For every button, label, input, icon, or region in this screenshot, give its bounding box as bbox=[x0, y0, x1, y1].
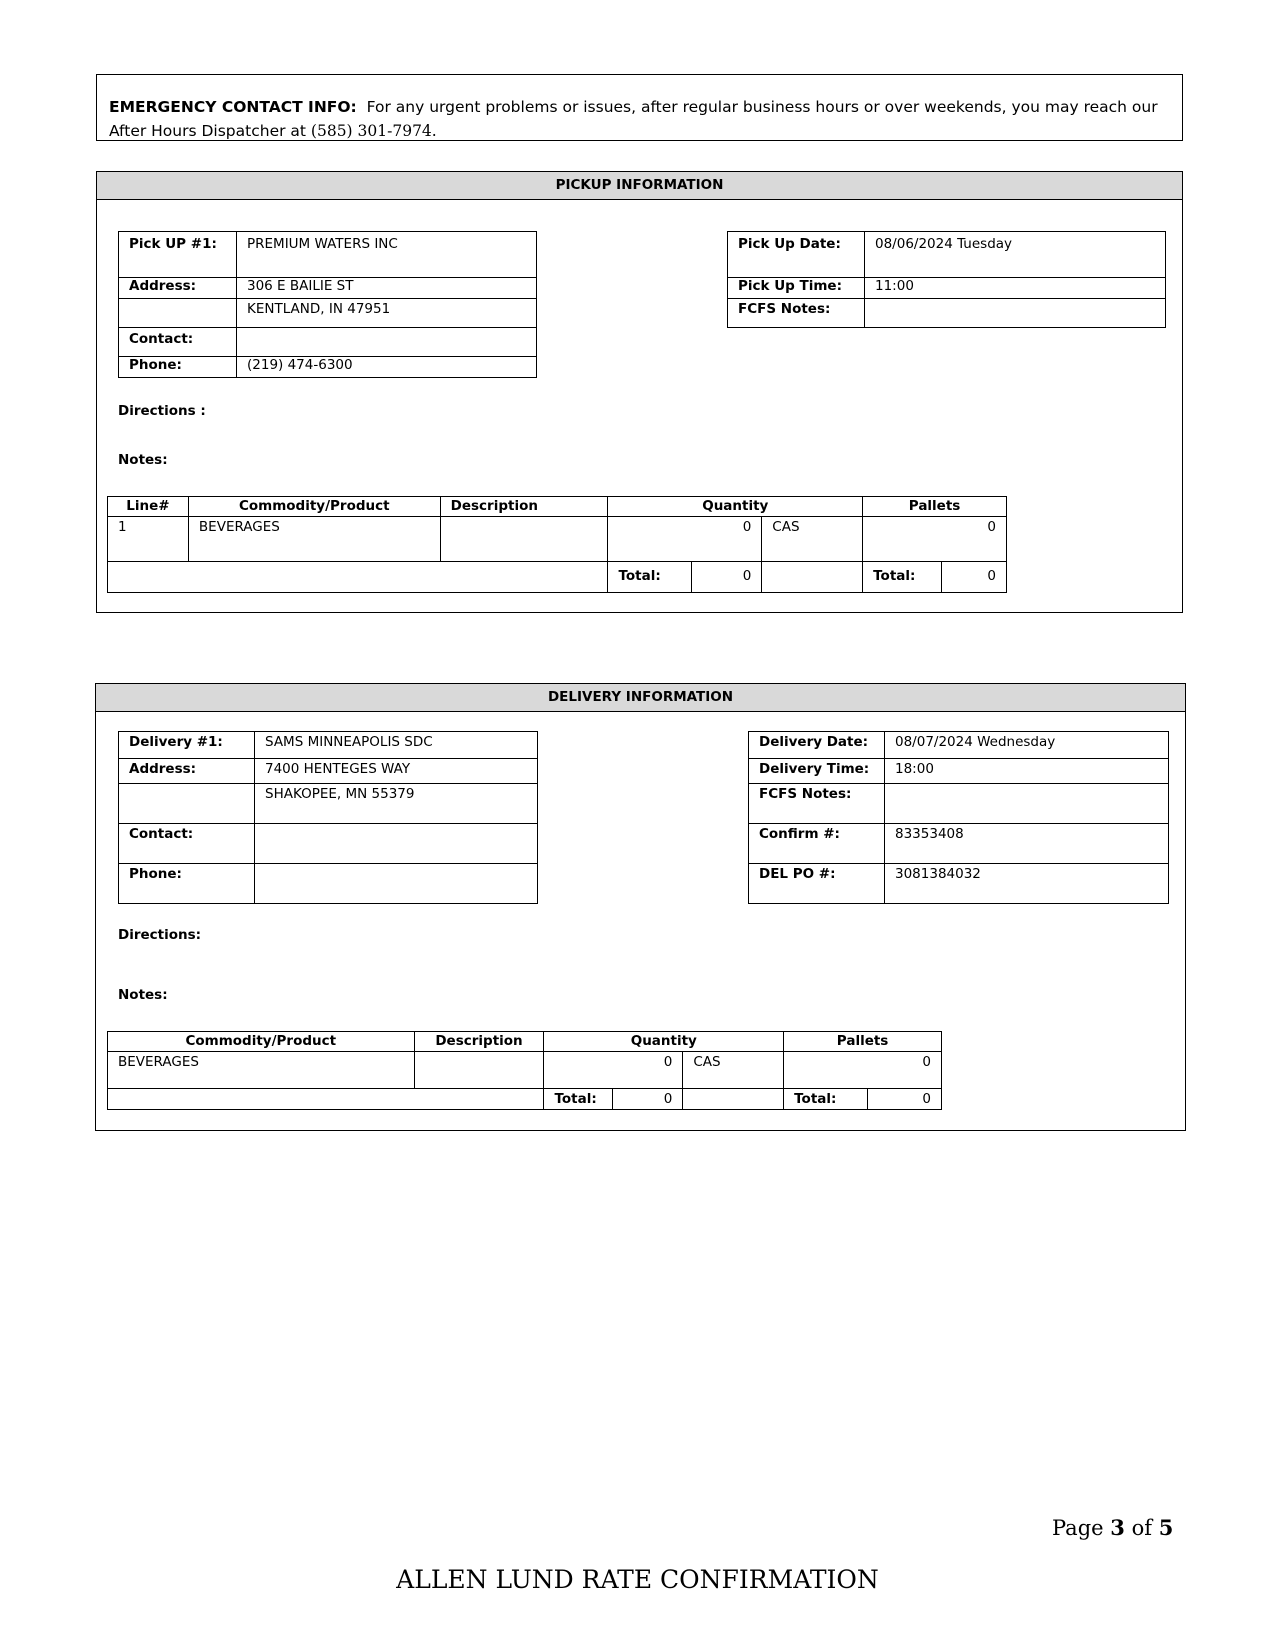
delivery-row-pallets: 0 bbox=[784, 1052, 942, 1089]
delivery-address-line2: SHAKOPEE, MN 55379 bbox=[255, 784, 538, 824]
pickup-col-pallets: Pallets bbox=[863, 497, 1007, 517]
pickup-phone-value: (219) 474-6300 bbox=[237, 357, 537, 378]
page-number bbox=[1052, 1515, 1173, 1540]
delivery-pallets-total: 0 bbox=[868, 1089, 942, 1110]
pickup-phone-label: Phone: bbox=[119, 357, 237, 378]
pickup-address-line2: KENTLAND, IN 47951 bbox=[237, 299, 537, 328]
delivery-date-label: Delivery Date: bbox=[749, 732, 885, 759]
delivery-confirm-label: Confirm #: bbox=[749, 824, 885, 864]
pickup-pallets-total-label: Total: bbox=[863, 562, 942, 593]
pickup-notes-label: Notes: bbox=[118, 452, 168, 468]
pickup-row-commodity: BEVERAGES bbox=[188, 517, 440, 562]
pickup-col-quantity: Quantity bbox=[608, 497, 863, 517]
pickup-row-qty: 0 bbox=[608, 517, 762, 562]
delivery-unit-total-spacer bbox=[683, 1089, 784, 1110]
pickup-time-value: 11:00 bbox=[865, 278, 1166, 299]
delivery-notes-label: Notes: bbox=[118, 987, 168, 1003]
pickup-address-label: Address: bbox=[119, 278, 237, 299]
delivery-col-quantity: Quantity bbox=[544, 1032, 784, 1052]
delivery-fcfs-value bbox=[885, 784, 1169, 824]
delivery-schedule-table bbox=[748, 731, 1169, 904]
delivery-consignee-table bbox=[118, 731, 538, 904]
delivery-address-label: Address: bbox=[119, 759, 255, 784]
delivery-qty-total-label: Total: bbox=[544, 1089, 613, 1110]
pickup-directions-label: Directions : bbox=[118, 403, 206, 419]
emergency-label: EMERGENCY CONTACT INFO: bbox=[109, 98, 357, 116]
delivery-row-description bbox=[414, 1052, 544, 1089]
delivery-time-label: Delivery Time: bbox=[749, 759, 885, 784]
delivery-date-value: 08/07/2024 Wednesday bbox=[885, 732, 1169, 759]
delivery-total-spacer bbox=[108, 1089, 544, 1110]
emergency-contact-box bbox=[96, 74, 1183, 141]
pickup-fcfs-label: FCFS Notes: bbox=[728, 299, 865, 328]
delivery-row-qty: 0 bbox=[544, 1052, 683, 1089]
pickup-total-spacer bbox=[108, 562, 608, 593]
pickup-pallets-total: 0 bbox=[942, 562, 1007, 593]
pickup-contact-value bbox=[237, 328, 537, 357]
pickup-date-value: 08/06/2024 Tuesday bbox=[865, 232, 1166, 278]
delivery-col-pallets: Pallets bbox=[784, 1032, 942, 1052]
delivery-items-table bbox=[107, 1031, 942, 1110]
pickup-address-spacer bbox=[119, 299, 237, 328]
delivery-pallets-total-label: Total: bbox=[784, 1089, 868, 1110]
pickup-address-line1: 306 E BAILIE ST bbox=[237, 278, 537, 299]
pickup-fcfs-value bbox=[865, 299, 1166, 328]
delivery-row-commodity: BEVERAGES bbox=[108, 1052, 415, 1089]
pickup-row-description bbox=[440, 517, 608, 562]
delivery-po-label: DEL PO #: bbox=[749, 864, 885, 904]
delivery-row-unit: CAS bbox=[683, 1052, 784, 1089]
pickup-schedule-table bbox=[727, 231, 1166, 328]
emergency-text: For any urgent problems or issues, after regular business hours or over weekends, you may reach our After Hours Dispatcher at bbox=[109, 98, 1158, 140]
delivery-number-label: Delivery #1: bbox=[119, 732, 255, 759]
table-row bbox=[108, 517, 1007, 562]
delivery-header: DELIVERY INFORMATION bbox=[96, 684, 1185, 712]
delivery-contact-label: Contact: bbox=[119, 824, 255, 864]
page-current: 3 bbox=[1110, 1515, 1125, 1540]
delivery-phone-label: Phone: bbox=[119, 864, 255, 904]
delivery-confirm-value: 83353408 bbox=[885, 824, 1169, 864]
delivery-time-value: 18:00 bbox=[885, 759, 1169, 784]
pickup-shipper-name: PREMIUM WATERS INC bbox=[237, 232, 537, 278]
delivery-col-description: Description bbox=[414, 1032, 544, 1052]
delivery-qty-total: 0 bbox=[613, 1089, 683, 1110]
delivery-col-commodity: Commodity/Product bbox=[108, 1032, 415, 1052]
pickup-number-label: Pick UP #1: bbox=[119, 232, 237, 278]
document-title: ALLEN LUND RATE CONFIRMATION bbox=[396, 1565, 879, 1594]
pickup-row-pallets: 0 bbox=[863, 517, 1007, 562]
delivery-address-line1: 7400 HENTEGES WAY bbox=[255, 759, 538, 784]
delivery-fcfs-label: FCFS Notes: bbox=[749, 784, 885, 824]
pickup-row-line: 1 bbox=[108, 517, 189, 562]
pickup-date-label: Pick Up Date: bbox=[728, 232, 865, 278]
pickup-items-table bbox=[107, 496, 1007, 593]
pickup-col-commodity: Commodity/Product bbox=[188, 497, 440, 517]
pickup-time-label: Pick Up Time: bbox=[728, 278, 865, 299]
page-of: of bbox=[1131, 1516, 1152, 1540]
page-total: 5 bbox=[1158, 1515, 1174, 1540]
pickup-unit-total-spacer bbox=[762, 562, 863, 593]
delivery-consignee-name: SAMS MINNEAPOLIS SDC bbox=[255, 732, 538, 759]
delivery-directions-label: Directions: bbox=[118, 927, 202, 943]
pickup-shipper-table bbox=[118, 231, 537, 378]
delivery-phone-value bbox=[255, 864, 538, 904]
pickup-col-line: Line# bbox=[108, 497, 189, 517]
delivery-contact-value bbox=[255, 824, 538, 864]
table-row bbox=[108, 1052, 942, 1089]
pickup-qty-total-label: Total: bbox=[608, 562, 692, 593]
pickup-header: PICKUP INFORMATION bbox=[97, 172, 1182, 200]
emergency-phone: (585) 301-7974. bbox=[310, 122, 437, 140]
pickup-contact-label: Contact: bbox=[119, 328, 237, 357]
pickup-qty-total: 0 bbox=[692, 562, 762, 593]
page-prefix: Page bbox=[1052, 1516, 1104, 1540]
pickup-row-unit: CAS bbox=[762, 517, 863, 562]
delivery-po-value: 3081384032 bbox=[885, 864, 1169, 904]
pickup-col-description: Description bbox=[440, 497, 608, 517]
delivery-address-spacer bbox=[119, 784, 255, 824]
